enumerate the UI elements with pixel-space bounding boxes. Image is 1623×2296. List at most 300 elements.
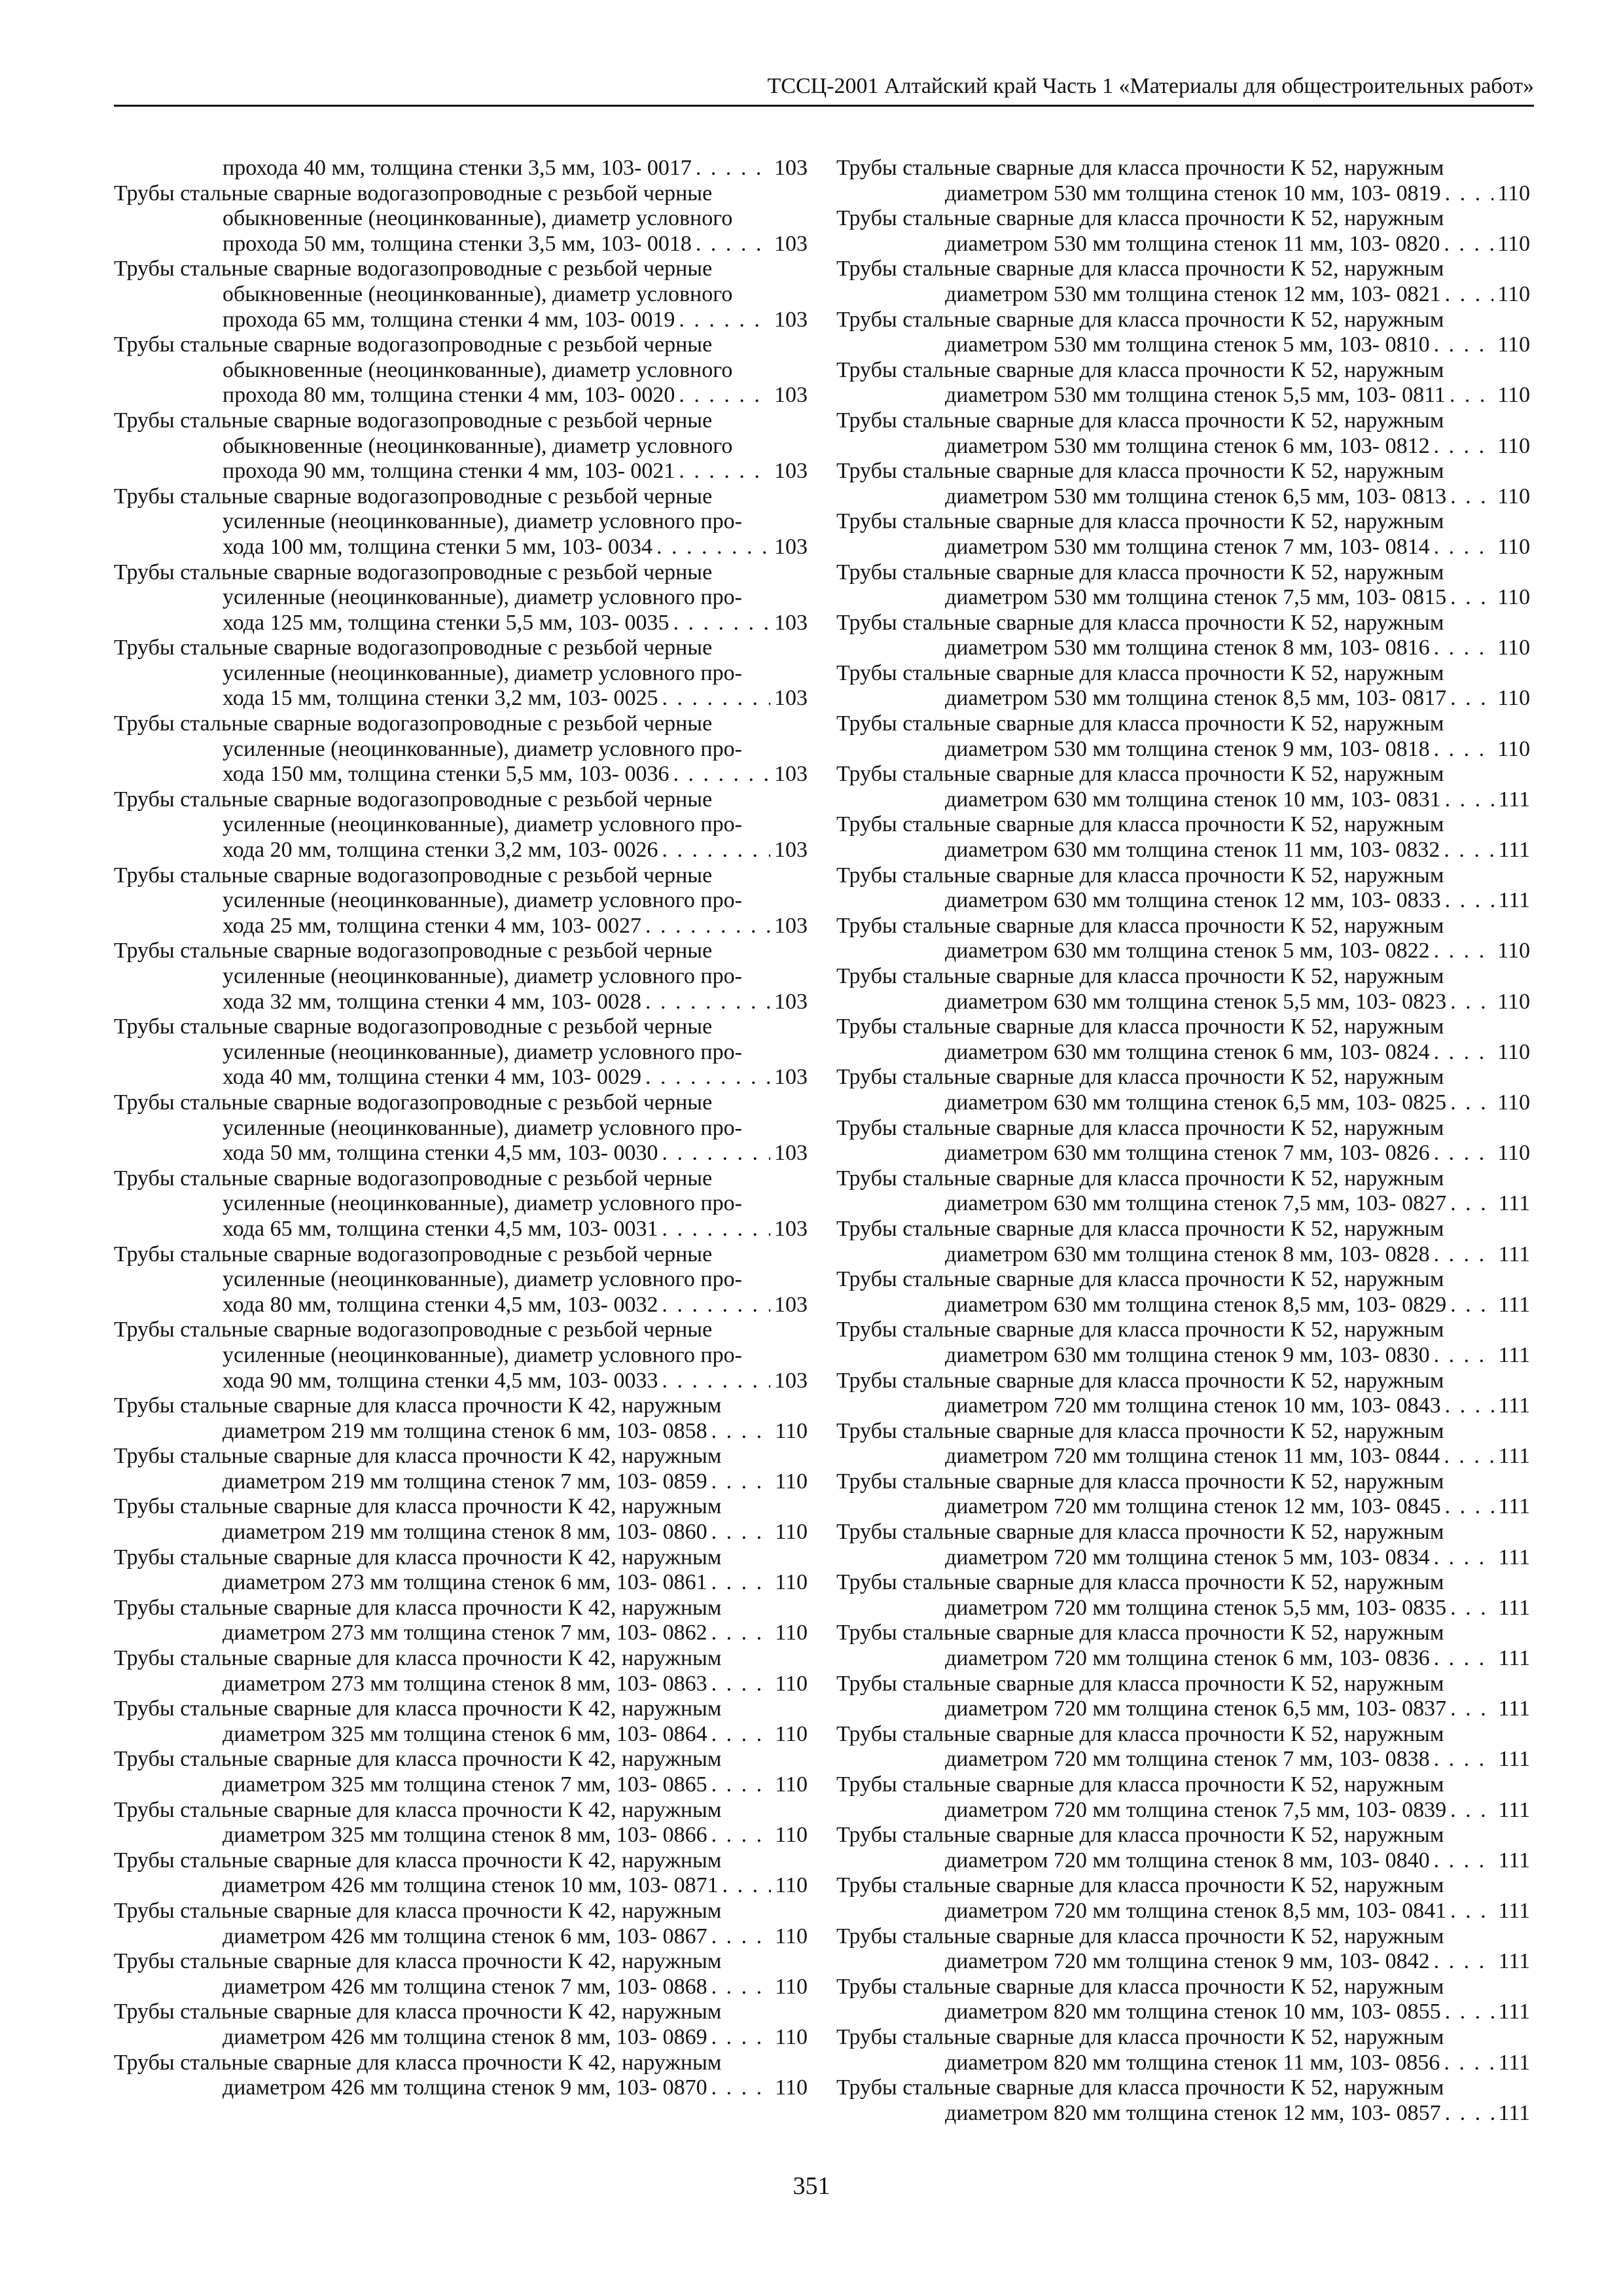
dot-leader (711, 1823, 772, 1848)
index-entry (114, 1494, 808, 1545)
dot-leader (679, 383, 770, 408)
entry-page-ref[interactable]: 111 (1498, 2050, 1530, 2075)
dot-leader (1434, 636, 1494, 661)
entry-page-ref[interactable]: 110 (1497, 534, 1530, 559)
entry-code-text: диаметром 720 мм толщина стенок 11 мм, 103- 0844 (945, 1444, 1440, 1469)
entry-page-ref[interactable]: 111 (1498, 1949, 1530, 1974)
entry-page-ref[interactable]: 110 (1497, 1090, 1530, 1115)
index-entry (836, 308, 1530, 358)
entry-first-line: Трубы стальные сварные для класса прочности К 52, наружным (836, 1621, 1444, 1645)
entry-page-ref[interactable]: 110 (1497, 383, 1530, 408)
index-entry (836, 358, 1530, 408)
entry-last-line (945, 1242, 1530, 1268)
index-entry (836, 1469, 1530, 1520)
entry-first-line: Трубы стальные сварные для класса прочности К 52, наружным (836, 1115, 1444, 1140)
entry-page-ref[interactable]: 110 (775, 2075, 808, 2100)
entry-last-line (945, 1090, 1530, 1116)
dot-leader (662, 1217, 770, 1242)
entry-page-ref[interactable]: 110 (1497, 181, 1530, 206)
entry-first-line: Трубы стальные сварные для класса прочности К 52, наружным (836, 1368, 1444, 1393)
entry-page-ref[interactable]: 111 (1498, 1595, 1530, 1620)
index-entry (836, 1975, 1530, 2025)
entry-page-ref[interactable]: 111 (1498, 1898, 1530, 1923)
entry-last-line (945, 1646, 1530, 1672)
entry-last-line (223, 1823, 808, 1848)
dot-leader (1450, 1090, 1493, 1116)
entry-page-ref[interactable]: 103 (774, 913, 808, 938)
index-entry (836, 711, 1530, 762)
dot-leader (679, 308, 770, 333)
entry-code-text: хода 32 мм, толщина стенки 4 мм, 103- 0028 (223, 989, 642, 1014)
entry-last-line (945, 1040, 1530, 1066)
entry-page-ref[interactable]: 110 (775, 1520, 808, 1545)
dot-leader (1450, 383, 1493, 408)
index-entry (836, 1772, 1530, 1823)
entry-code-text: диаметром 530 мм толщина стенок 12 мм, 103- 0821 (945, 281, 1441, 306)
entry-first-line: Трубы стальные сварные водогазопроводные с резьбой черные (114, 332, 713, 357)
dot-leader (711, 1772, 772, 1798)
index-entry (836, 1672, 1530, 1722)
entry-code-text: хода 80 мм, толщина стенки 4,5 мм, 103- 0032 (223, 1292, 658, 1317)
entry-page-ref[interactable]: 110 (1497, 332, 1530, 357)
index-entry (114, 1747, 808, 1797)
entry-code-text: диаметром 630 мм толщина стенок 12 мм, 103- 0833 (945, 888, 1441, 913)
index-entry (836, 408, 1530, 459)
index-entry (114, 787, 808, 863)
entry-code-text: диаметром 530 мм толщина стенок 9 мм, 103- 0818 (945, 736, 1430, 761)
index-entry (114, 863, 808, 939)
entry-first-line: Трубы стальные сварные для класса прочности К 52, наружным (836, 1671, 1444, 1696)
entry-continuation-line: обыкновенные (неоцинкованные), диаметр условного (223, 357, 733, 382)
index-entry (836, 1520, 1530, 1570)
index-entry (114, 1166, 808, 1242)
entry-last-line (945, 1545, 1530, 1571)
entry-page-ref[interactable]: 111 (1498, 1848, 1530, 1873)
entry-code-text: диаметром 530 мм толщина стенок 11 мм, 103- 0820 (945, 231, 1440, 256)
entry-first-line: Трубы стальные сварные для класса прочности К 52, наружным (836, 660, 1444, 685)
entry-code-text: прохода 65 мм, толщина стенки 4 мм, 103- 0019 (223, 307, 675, 332)
entry-code-text: диаметром 720 мм толщина стенок 7,5 мм, 103- 0839 (945, 1797, 1447, 1822)
entry-last-line (223, 762, 808, 787)
dot-leader (673, 762, 770, 787)
entry-last-line (945, 737, 1530, 762)
entry-first-line: Трубы стальные сварные для класса прочности К 52, наружным (836, 1216, 1444, 1241)
index-entry (836, 661, 1530, 711)
entry-page-ref[interactable]: 110 (775, 1823, 808, 1848)
dot-leader (696, 232, 770, 257)
entry-last-line (223, 2025, 808, 2051)
entry-first-line: Трубы стальные сварные для класса прочности К 52, наружным (836, 509, 1444, 534)
entry-page-ref[interactable]: 111 (1498, 1444, 1530, 1469)
entry-page-ref[interactable]: 110 (1497, 585, 1530, 610)
entry-first-line: Трубы стальные сварные для класса прочности К 52, наружным (836, 1823, 1444, 1848)
entry-last-line (223, 1975, 808, 2000)
entry-page-ref[interactable]: 111 (1498, 1494, 1530, 1519)
entry-page-ref[interactable]: 103 (774, 610, 808, 635)
entry-page-ref[interactable]: 111 (1498, 1191, 1530, 1216)
entry-page-ref[interactable]: 110 (775, 1671, 808, 1696)
index-entry (114, 636, 808, 711)
dot-leader (1434, 1141, 1494, 1166)
index-entry (114, 484, 808, 560)
entry-page-ref[interactable]: 111 (1498, 1747, 1530, 1772)
entry-page-ref[interactable]: 111 (1498, 2000, 1530, 2024)
entry-first-line: Трубы стальные сварные для класса прочности К 52, наружным (836, 257, 1444, 281)
entry-code-text: хода 125 мм, толщина стенки 5,5 мм, 103- 0035 (223, 610, 669, 635)
index-entry (114, 2000, 808, 2050)
index-entry (114, 939, 808, 1014)
index-entry (836, 1570, 1530, 1621)
index-entry (836, 1116, 1530, 1166)
entry-code-text: диаметром 720 мм толщина стенок 10 мм, 103- 0843 (945, 1393, 1441, 1418)
entry-page-ref[interactable]: 110 (775, 1418, 808, 1443)
index-entry (114, 1318, 808, 1393)
entry-first-line: Трубы стальные сварные для класса прочности К 52, наружным (836, 863, 1444, 888)
entry-page-ref[interactable]: 111 (1498, 1696, 1530, 1721)
entry-last-line (945, 2051, 1530, 2076)
entry-first-line: Трубы стальные сварные для класса прочности К 52, наружным (836, 812, 1444, 837)
entry-last-line (223, 1570, 808, 1596)
index-entry (114, 1848, 808, 1899)
index-entry (114, 1393, 808, 1444)
entry-code-text: диаметром 530 мм толщина стенок 6 мм, 103- 0812 (945, 433, 1430, 458)
index-entry (114, 332, 808, 408)
index-entry (836, 1621, 1530, 1671)
entry-code-text: хода 25 мм, толщина стенки 4 мм, 103- 0027 (223, 913, 642, 938)
entry-code-text: диаметром 630 мм толщина стенок 6 мм, 103- 0824 (945, 1039, 1430, 1064)
entry-last-line (945, 787, 1530, 813)
dot-leader (1434, 1848, 1495, 1874)
index-entry (836, 1065, 1530, 1115)
entry-last-line (223, 535, 808, 560)
entry-page-ref[interactable]: 111 (1498, 888, 1530, 913)
dot-leader (1445, 2101, 1495, 2126)
entry-page-ref[interactable]: 110 (775, 1974, 808, 1999)
entry-last-line (223, 1722, 808, 1748)
index-entry (836, 1722, 1530, 1772)
entry-last-line (945, 282, 1530, 308)
entry-continuation-line: обыкновенные (неоцинкованные), диаметр условного (223, 433, 733, 458)
index-entry (836, 156, 1530, 206)
dot-leader (662, 1141, 770, 1166)
entry-last-line (945, 1747, 1530, 1772)
index-entry (114, 257, 808, 332)
entry-last-line (223, 1924, 808, 1950)
entry-last-line (223, 1141, 808, 1166)
dot-leader (711, 2025, 772, 2051)
entry-page-ref[interactable]: 103 (774, 231, 808, 256)
dot-leader (1434, 1242, 1495, 1268)
index-entry (114, 1014, 808, 1090)
entry-last-line (945, 1848, 1530, 1874)
entry-first-line: Трубы стальные сварные для класса прочности К 42, наружным (114, 1696, 722, 1721)
entry-code-text: диаметром 530 мм толщина стенок 5 мм, 103- 0810 (945, 332, 1430, 357)
entry-code-text: диаметром 426 мм толщина стенок 7 мм, 103- 0868 (223, 1974, 707, 1999)
entry-last-line (945, 888, 1530, 914)
entry-code-text: диаметром 630 мм толщина стенок 8 мм, 103- 0828 (945, 1242, 1430, 1266)
index-entry (836, 964, 1530, 1014)
entry-last-line (223, 1419, 808, 1444)
entry-page-ref[interactable]: 111 (1498, 1545, 1530, 1570)
entry-first-line: Трубы стальные сварные для класса прочности К 42, наружным (114, 1595, 722, 1620)
index-entry (836, 863, 1530, 914)
entry-code-text: диаметром 325 мм толщина стенок 6 мм, 103- 0864 (223, 1721, 707, 1746)
entry-page-ref[interactable]: 103 (774, 1292, 808, 1317)
entry-page-ref[interactable]: 110 (1497, 231, 1530, 256)
entry-first-line: Трубы стальные сварные водогазопроводные с резьбой черные (114, 484, 713, 509)
entry-first-line: Трубы стальные сварные водогазопроводные с резьбой черные (114, 1090, 713, 1115)
entry-first-line: Трубы стальные сварные водогазопроводные с резьбой черные (114, 636, 713, 660)
entry-page-ref[interactable]: 110 (775, 1873, 808, 1898)
dot-leader (1445, 1494, 1495, 1520)
index-entry (836, 1369, 1530, 1419)
entry-first-line: Трубы стальные сварные для класса прочности К 52, наружным (836, 1065, 1444, 1090)
entry-page-ref[interactable]: 110 (775, 2024, 808, 2049)
dot-leader (1444, 232, 1493, 257)
right-column (836, 156, 1530, 2126)
entry-page-ref[interactable]: 103 (774, 762, 808, 787)
dot-leader (1445, 888, 1495, 914)
entry-last-line (223, 1469, 808, 1495)
entry-page-ref[interactable]: 103 (774, 383, 808, 408)
entry-page-ref[interactable]: 111 (1498, 1242, 1530, 1266)
entry-page-ref[interactable]: 103 (774, 989, 808, 1014)
index-entry (114, 1646, 808, 1696)
entry-first-line: Трубы стальные сварные для класса прочности К 52, наружным (836, 459, 1444, 484)
entry-code-text: хода 50 мм, толщина стенки 4,5 мм, 103- 0030 (223, 1141, 658, 1166)
entry-page-ref[interactable]: 111 (1498, 1646, 1530, 1671)
entry-first-line: Трубы стальные сварные для класса прочности К 52, наружным (836, 156, 1444, 180)
index-entry (836, 2075, 1530, 2126)
entry-code-text: диаметром 820 мм толщина стенок 11 мм, 103- 0856 (945, 2050, 1440, 2075)
entry-code-text: диаметром 630 мм толщина стенок 5 мм, 103- 0822 (945, 939, 1430, 963)
entry-first-line: Трубы стальные сварные для класса прочности К 42, наружным (114, 1747, 722, 1772)
entry-code-text: диаметром 530 мм толщина стенок 6,5 мм, 103- 0813 (945, 484, 1447, 509)
dot-leader (1450, 1899, 1494, 1924)
entry-first-line: Трубы стальные сварные для класса прочности К 52, наружным (836, 1721, 1444, 1746)
entry-code-text: диаметром 720 мм толщина стенок 6,5 мм, 103- 0837 (945, 1696, 1447, 1721)
entry-code-text: диаметром 720 мм толщина стенок 12 мм, 103- 0845 (945, 1494, 1441, 1519)
dot-leader (1445, 1393, 1495, 1419)
index-entry (836, 1014, 1530, 1065)
entry-code-text: диаметром 820 мм толщина стенок 10 мм, 103- 0855 (945, 2000, 1441, 2024)
entry-page-ref[interactable]: 103 (774, 156, 808, 180)
entry-page-ref[interactable]: 111 (1498, 1393, 1530, 1418)
entry-page-ref[interactable]: 103 (774, 307, 808, 332)
entry-continuation-line: обыкновенные (неоцинкованные), диаметр условного (223, 281, 733, 306)
index-entry (836, 914, 1530, 964)
entry-page-ref[interactable]: 110 (775, 1721, 808, 1746)
entry-last-line (223, 1293, 808, 1318)
entry-code-text: диаметром 630 мм толщина стенок 9 мм, 103- 0830 (945, 1342, 1430, 1367)
entry-page-ref[interactable]: 103 (774, 838, 808, 863)
entry-code-text: диаметром 630 мм толщина стенок 7 мм, 103- 0826 (945, 1141, 1430, 1166)
entry-code-text: хода 15 мм, толщина стенки 3,2 мм, 103- 0025 (223, 686, 658, 711)
entry-last-line (945, 1899, 1530, 1924)
entry-code-text: диаметром 720 мм толщина стенок 5,5 мм, 103- 0835 (945, 1595, 1447, 1620)
index-entry (836, 1419, 1530, 1469)
entry-last-line (223, 156, 808, 181)
entry-first-line: Трубы стальные сварные водогазопроводные с резьбой черные (114, 560, 713, 584)
entry-continuation-line: усиленные (неоцинкованные), диаметр условного про- (223, 1267, 742, 1292)
index-entry (836, 1924, 1530, 1975)
index-entry (836, 560, 1530, 611)
entry-last-line (945, 636, 1530, 661)
entry-code-text: хода 90 мм, толщина стенки 4,5 мм, 103- 0033 (223, 1368, 658, 1393)
entry-first-line: Трубы стальные сварные водогазопроводные с резьбой черные (114, 787, 713, 812)
entry-first-line: Трубы стальные сварные для класса прочности К 42, наружным (114, 2000, 722, 2024)
entry-page-ref[interactable]: 103 (774, 1368, 808, 1393)
entry-first-line: Трубы стальные сварные для класса прочности К 52, наружным (836, 1318, 1444, 1342)
entry-page-ref[interactable]: 110 (775, 1772, 808, 1797)
entry-page-ref[interactable]: 111 (1498, 2100, 1530, 2125)
dot-leader (711, 1722, 772, 1748)
entry-continuation-line: усиленные (неоцинкованные), диаметр условного про- (223, 964, 742, 988)
entry-code-text: диаметром 325 мм толщина стенок 7 мм, 103- 0865 (223, 1772, 707, 1797)
dot-leader (1444, 838, 1494, 863)
entry-page-ref[interactable]: 111 (1498, 1342, 1530, 1367)
entry-first-line: Трубы стальные сварные для класса прочности К 42, наружным (114, 2050, 722, 2075)
entry-code-text: диаметром 630 мм толщина стенок 8,5 мм, 103- 0829 (945, 1292, 1447, 1317)
entry-code-text: диаметром 219 мм толщина стенок 7 мм, 103- 0859 (223, 1469, 707, 1494)
entry-code-text: хода 20 мм, толщина стенки 3,2 мм, 103- 0026 (223, 838, 658, 863)
entry-page-ref[interactable]: 110 (1497, 1039, 1530, 1064)
entry-last-line (223, 383, 808, 408)
index-entry (114, 1545, 808, 1596)
entry-last-line (223, 1520, 808, 1545)
entry-first-line: Трубы стальные сварные водогазопроводные с резьбой черные (114, 408, 713, 433)
entry-page-ref[interactable]: 110 (1497, 1141, 1530, 1166)
entry-page-ref[interactable]: 110 (1497, 636, 1530, 660)
entry-page-ref[interactable]: 103 (774, 459, 808, 484)
entry-code-text: диаметром 720 мм толщина стенок 7 мм, 103- 0838 (945, 1747, 1430, 1772)
entry-continuation-line: усиленные (неоцинкованные), диаметр условного про- (223, 812, 742, 837)
entry-code-text: диаметром 219 мм толщина стенок 8 мм, 103- 0860 (223, 1520, 707, 1545)
entry-page-ref[interactable]: 110 (1497, 484, 1530, 509)
dot-leader (662, 1369, 770, 1394)
entry-last-line (945, 1494, 1530, 1520)
dot-leader (711, 1419, 772, 1444)
entry-first-line: Трубы стальные сварные для класса прочности К 52, наружным (836, 2024, 1444, 2049)
entry-last-line (945, 585, 1530, 611)
entry-code-text: диаметром 720 мм толщина стенок 9 мм, 103- 0842 (945, 1949, 1430, 1974)
dot-leader (711, 1621, 772, 1646)
entry-code-text: диаметром 530 мм толщина стенок 8,5 мм, 103- 0817 (945, 686, 1447, 711)
entry-page-ref[interactable]: 110 (775, 1469, 808, 1494)
index-entry (114, 1444, 808, 1494)
entry-first-line: Трубы стальные сварные для класса прочности К 52, наружным (836, 1166, 1444, 1191)
entry-first-line: Трубы стальные сварные для класса прочности К 52, наружным (836, 913, 1444, 938)
index-entry (836, 1873, 1530, 1924)
entry-page-ref[interactable]: 103 (774, 686, 808, 711)
entry-last-line (945, 535, 1530, 560)
entry-page-ref[interactable]: 110 (775, 1924, 808, 1948)
dot-leader (1434, 1747, 1495, 1772)
entry-continuation-line: усиленные (неоцинкованные), диаметр условного про- (223, 1115, 742, 1140)
entry-page-ref[interactable]: 110 (1497, 989, 1530, 1014)
dot-leader (662, 1293, 770, 1318)
entry-page-ref[interactable]: 110 (775, 1621, 808, 1645)
dot-leader (1450, 1696, 1494, 1722)
entry-page-ref[interactable]: 110 (1497, 686, 1530, 711)
entry-first-line: Трубы стальные сварные для класса прочности К 52, наружным (836, 307, 1444, 332)
entry-last-line (223, 611, 808, 636)
index-entry (836, 812, 1530, 863)
entry-code-text: диаметром 530 мм толщина стенок 8 мм, 103- 0816 (945, 636, 1430, 660)
dot-leader (645, 914, 770, 939)
entry-page-ref[interactable]: 111 (1498, 838, 1530, 863)
entry-page-ref[interactable]: 110 (775, 1570, 808, 1595)
entry-page-ref[interactable]: 110 (1497, 736, 1530, 761)
dot-leader (679, 459, 770, 484)
entry-last-line (945, 181, 1530, 207)
entry-code-text: диаметром 720 мм толщина стенок 5 мм, 103- 0834 (945, 1545, 1430, 1570)
entry-page-ref[interactable]: 103 (774, 1065, 808, 1090)
index-entry (836, 1823, 1530, 1873)
entry-code-text: диаметром 530 мм толщина стенок 7,5 мм, 103- 0815 (945, 585, 1447, 610)
entry-first-line: Трубы стальные сварные для класса прочности К 52, наружным (836, 2075, 1444, 2100)
dot-leader (645, 990, 770, 1015)
dot-leader (645, 1065, 770, 1090)
entry-code-text: диаметром 426 мм толщина стенок 9 мм, 103- 0870 (223, 2075, 707, 2100)
entry-last-line (223, 1065, 808, 1090)
entry-page-ref[interactable]: 111 (1498, 1292, 1530, 1317)
entry-code-text: прохода 90 мм, толщина стенки 4 мм, 103- 0021 (223, 459, 675, 484)
index-entry (836, 509, 1530, 560)
dot-leader (1450, 990, 1493, 1015)
entry-first-line: Трубы стальные сварные для класса прочности К 52, наружным (836, 408, 1444, 433)
entry-continuation-line: обыкновенные (неоцинкованные), диаметр условного (223, 206, 733, 231)
index-entry (114, 711, 808, 787)
entry-first-line: Трубы стальные сварные водогазопроводные с резьбой черные (114, 257, 713, 281)
entry-first-line: Трубы стальные сварные водогазопроводные с резьбой черные (114, 1166, 713, 1191)
entry-code-text: диаметром 273 мм толщина стенок 6 мм, 103- 0861 (223, 1570, 707, 1595)
entry-last-line (223, 1772, 808, 1798)
dot-leader (1444, 2051, 1494, 2076)
entry-page-ref[interactable]: 103 (774, 1141, 808, 1166)
entry-code-text: диаметром 630 мм толщина стенок 11 мм, 103- 0832 (945, 838, 1440, 863)
entry-first-line: Трубы стальные сварные для класса прочности К 42, наружным (114, 1848, 722, 1873)
entry-continuation-line: усиленные (неоцинкованные), диаметр условного про- (223, 1039, 742, 1064)
entry-page-ref[interactable]: 111 (1498, 1797, 1530, 1822)
entry-page-ref[interactable]: 103 (774, 1216, 808, 1241)
entry-last-line (223, 838, 808, 863)
dot-leader (1434, 1949, 1495, 1975)
entry-last-line (945, 1393, 1530, 1419)
entry-page-ref[interactable]: 111 (1498, 787, 1530, 812)
index-entry (114, 1090, 808, 1166)
entry-last-line (945, 939, 1530, 964)
dot-leader (1434, 1343, 1495, 1369)
entry-last-line (223, 1672, 808, 1697)
entry-page-ref[interactable]: 110 (1497, 939, 1530, 963)
entry-code-text: хода 150 мм, толщина стенки 5,5 мм, 103- 0036 (223, 762, 669, 787)
entry-page-ref[interactable]: 110 (1497, 281, 1530, 306)
entry-first-line: Трубы стальные сварные для класса прочности К 52, наружным (836, 1974, 1444, 1999)
index-entry (114, 1899, 808, 1949)
entry-last-line (223, 232, 808, 257)
entry-first-line: Трубы стальные сварные водогазопроводные с резьбой черные (114, 1242, 713, 1266)
entry-first-line: Трубы стальные сварные водогазопроводные с резьбой черные (114, 939, 713, 963)
entry-first-line: Трубы стальные сварные для класса прочности К 42, наружным (114, 1444, 722, 1469)
entry-first-line: Трубы стальные сварные для класса прочности К 52, наружным (836, 1772, 1444, 1797)
entry-page-ref[interactable]: 103 (774, 534, 808, 559)
dot-leader (711, 2075, 772, 2101)
dot-leader (1434, 939, 1494, 964)
entry-page-ref[interactable]: 110 (1497, 433, 1530, 458)
entry-first-line: Трубы стальные сварные водогазопроводные с резьбой черные (114, 181, 713, 206)
index-entry (836, 206, 1530, 257)
